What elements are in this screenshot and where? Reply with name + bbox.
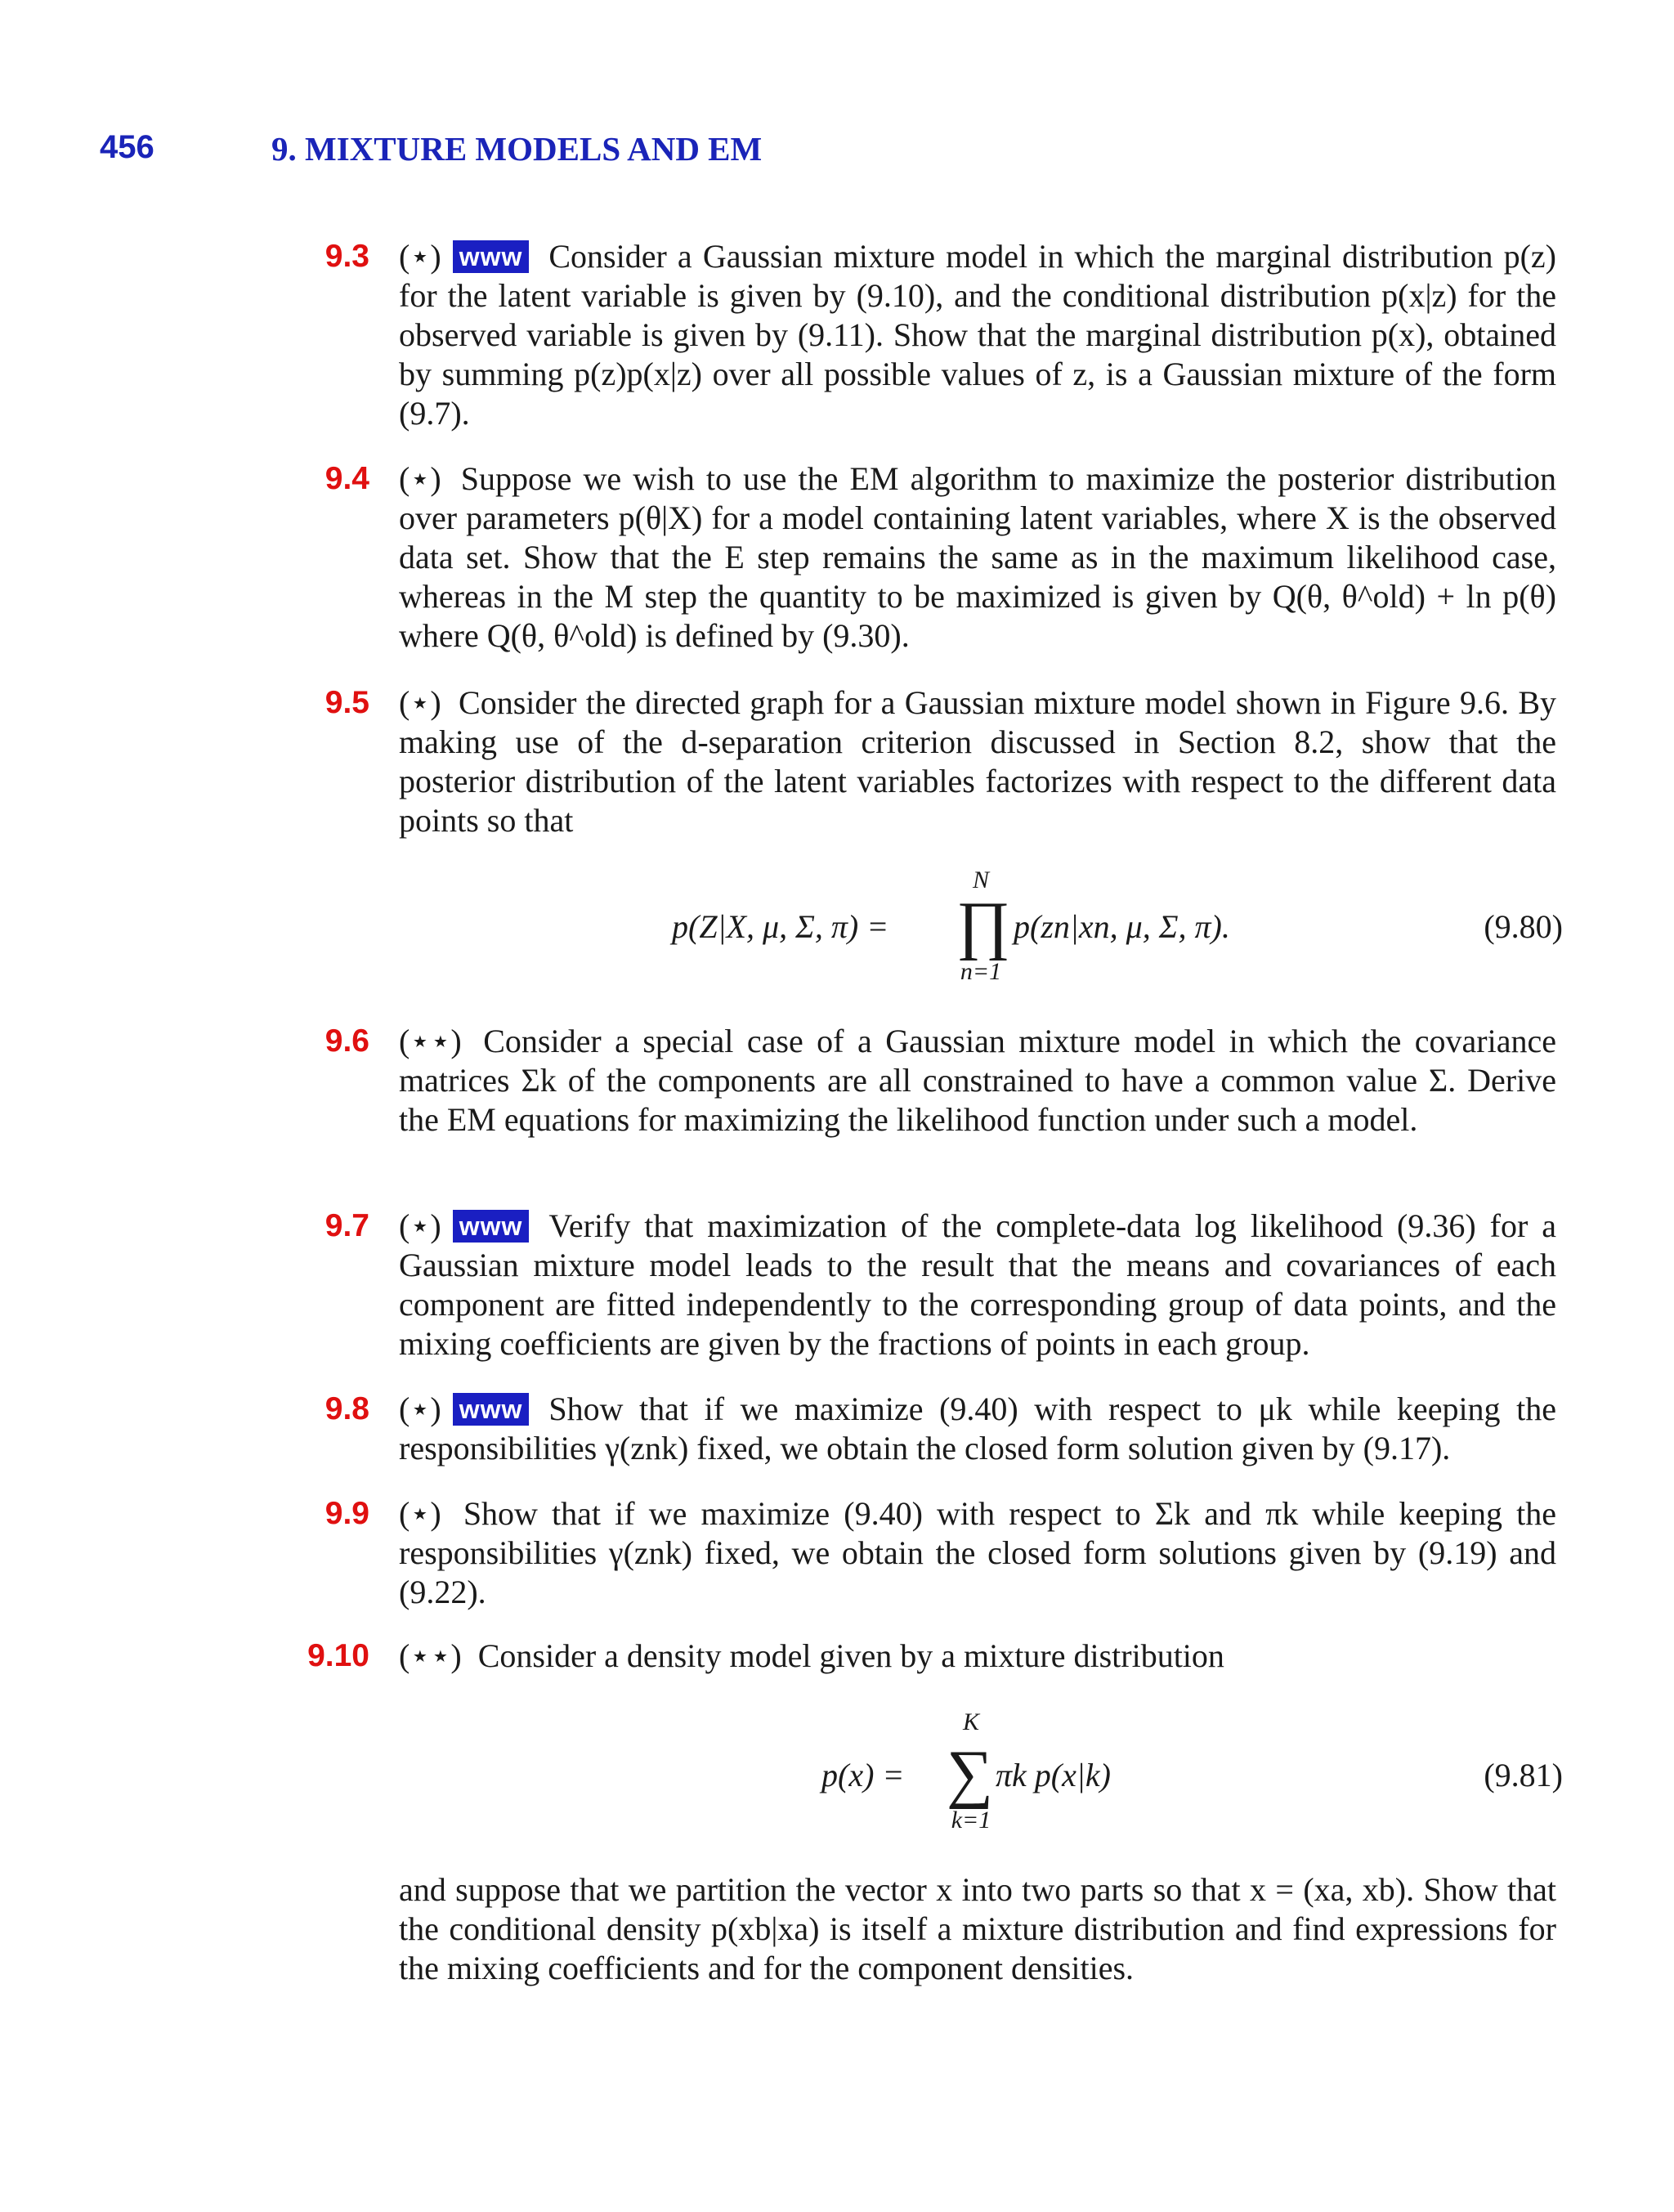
exercise-text: Show that if we maximize (9.40) with respect to Σk and πk while keeping the responsibilities γ(znk) fixed, we obtain the closed form solutions given by (9.19) and (9.22). [399, 1495, 1557, 1610]
exercise-text: Suppose we wish to use the EM algorithm to maximize the posterior distribution over parameters p(θ|X) for a model containing latent variables, where X is the observed data set. Show that the E step remains the same as in the maximum likelihood case, whereas in the M step the quantity to be maximized is given by Q(θ, θ^old) + ln p(θ) where Q(θ, θ^old) is defined by (9.30). [399, 460, 1557, 654]
page-header [0, 129, 1674, 178]
exercise-body [399, 1207, 1556, 1363]
page-number: 456 [100, 129, 154, 165]
equation-number: (9.80) [1484, 908, 1563, 945]
exercise-number: 9.5 [325, 685, 369, 720]
difficulty-stars: (⋆) [399, 1390, 441, 1427]
exercise-text: Consider the directed graph for a Gaussian mixture model shown in Figure 9.6. By making use of the d-separation criterion discussed in Section 8.2, show that the posterior distribution of the latent variables factorizes with respect to the different data points so that [399, 684, 1556, 839]
exercise-body [399, 1022, 1556, 1140]
www-badge[interactable]: www [453, 1210, 530, 1243]
difficulty-stars: (⋆) [399, 460, 441, 497]
exercise-text: Verify that maximization of the complete-data log likelihood (9.36) for a Gaussian mixture model leads to the result that the means and covariances of each component are fitted independently to the corresponding group of data points, and the mixing coefficients are given by the fractions of points in each group. [399, 1207, 1556, 1362]
exercise-number: 9.10 [307, 1638, 369, 1673]
exercise-body [399, 1637, 1556, 1676]
exercise-number: 9.8 [325, 1391, 369, 1426]
equation-lhs: p(x) = [821, 1757, 905, 1793]
exercise-body [399, 683, 1556, 840]
product-symbol: ∏ [956, 889, 1010, 961]
exercise-body [399, 459, 1556, 656]
product-lower-limit: n=1 [960, 958, 1002, 985]
exercise-text: Consider a special case of a Gaussian mixture model in which the covariance matrices Σk of the components are all constrained to have a common value Σ. Derive the EM equations for maximizing the likelihood function under such a model. [399, 1023, 1557, 1138]
exercise-number: 9.9 [325, 1496, 369, 1531]
exercise-text: Consider a density model given by a mixture distribution [477, 1637, 1224, 1674]
difficulty-stars: (⋆⋆) [399, 1637, 462, 1674]
exercise-body [399, 1870, 1556, 1988]
exercise-body [399, 1390, 1556, 1468]
exercise-body [399, 237, 1556, 433]
exercise-number: 9.3 [325, 239, 369, 274]
exercise-number: 9.6 [325, 1023, 369, 1059]
sum-upper-limit: K [962, 1708, 979, 1735]
product-upper-limit: N [972, 866, 989, 893]
exercise-text: Show that if we maximize (9.40) with respect to μk while keeping the responsibilities γ(znk) fixed, we obtain the closed form solution given by (9.17). [399, 1390, 1556, 1466]
exercise-text: and suppose that we partition the vector x into two parts so that x = (xa, xb). Show that the conditional density p(xb|xa) is itself a mixture distribution and find expressions for the mixing coefficients and for the component densities. [399, 1871, 1556, 1986]
difficulty-stars: (⋆) [399, 1495, 441, 1532]
equation-lhs: p(Z|X, μ, Σ, π) = [672, 908, 889, 945]
sum-symbol: ∑ [947, 1738, 994, 1810]
exercise-text: Consider a Gaussian mixture model in which the marginal distribution p(z) for the latent variable is given by (9.10), and the conditional distribution p(x|z) for the observed variable is given by (9.11). Show that the marginal distribution p(x), obtained by summing p(z)p(x|z) over all possible values of z, is a Gaussian mixture of the form (9.7). [399, 238, 1556, 432]
chapter-title: 9. MIXTURE MODELS AND EM [271, 130, 763, 168]
exercise-body [399, 1494, 1556, 1612]
equation-number: (9.81) [1484, 1757, 1563, 1793]
exercise-number: 9.4 [325, 461, 369, 496]
difficulty-stars: (⋆) [399, 684, 441, 721]
equation-rhs: πk p(x|k) [996, 1757, 1111, 1793]
difficulty-stars: (⋆) [399, 1207, 441, 1244]
difficulty-stars: (⋆) [399, 238, 441, 275]
equation-9-81 [0, 1708, 1674, 1839]
www-badge[interactable]: www [453, 1393, 530, 1426]
equation-9-80 [0, 866, 1674, 997]
exercise-number: 9.7 [325, 1208, 369, 1243]
difficulty-stars: (⋆⋆) [399, 1023, 462, 1059]
sum-lower-limit: k=1 [951, 1807, 991, 1834]
equation-rhs: p(zn|xn, μ, Σ, π). [1014, 908, 1230, 945]
www-badge[interactable]: www [453, 240, 530, 273]
